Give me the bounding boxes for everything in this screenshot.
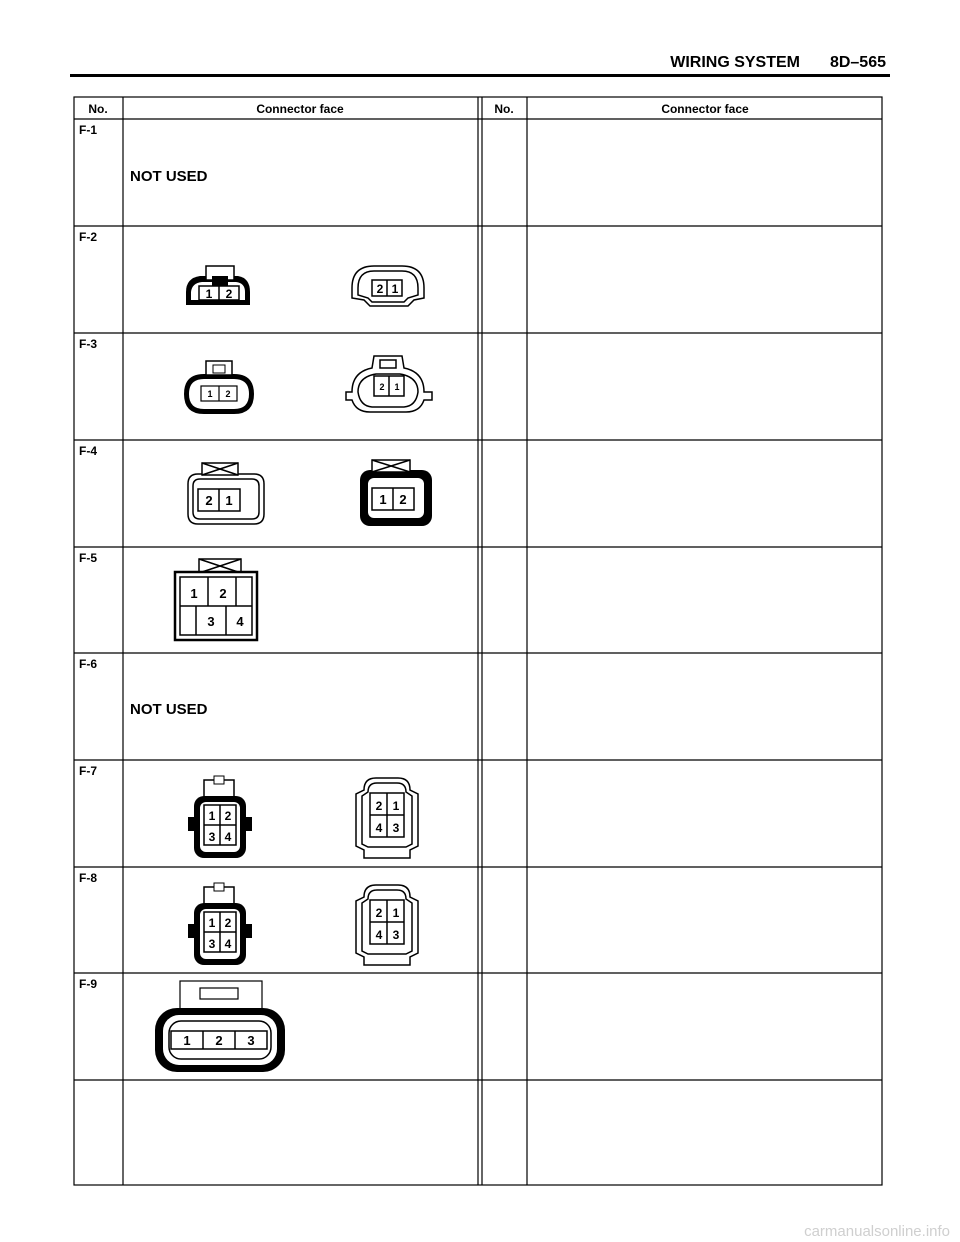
- pin-label: 1: [225, 493, 233, 508]
- pin-label: 1: [379, 492, 387, 507]
- connector-f3-male: [184, 361, 254, 414]
- pin-label: 4: [224, 830, 232, 844]
- connector-f2-male: [186, 266, 250, 305]
- header-no-2: No.: [494, 102, 514, 116]
- pin-label: 3: [392, 928, 400, 942]
- pin-label: 4: [375, 821, 383, 835]
- connector-f7-female: [356, 778, 418, 858]
- pin-label: 4: [224, 937, 232, 951]
- row-id: F-5: [79, 551, 97, 565]
- row-id: F-8: [79, 871, 97, 885]
- connector-f4-male: [360, 460, 432, 526]
- pin-label: 1: [391, 282, 399, 296]
- connector-f2-female: [352, 266, 424, 306]
- section-title: WIRING SYSTEM: [670, 54, 800, 71]
- pin-label: 2: [224, 809, 232, 823]
- pin-label: 2: [379, 382, 385, 392]
- pin-label: 1: [392, 799, 400, 813]
- pin-label: 1: [208, 916, 216, 930]
- row-id: F-1: [79, 123, 97, 137]
- connector-f8-male: [188, 883, 252, 965]
- pin-label: 3: [208, 937, 216, 951]
- pin-label: 4: [375, 928, 383, 942]
- pin-label: 3: [208, 830, 216, 844]
- pin-label: 1: [394, 382, 400, 392]
- pin-label: 1: [190, 586, 198, 601]
- row-id: F-7: [79, 764, 97, 778]
- row-id: F-6: [79, 657, 97, 671]
- pin-label: 1: [205, 287, 213, 301]
- connector-f7-male: [188, 776, 252, 858]
- pin-label: 2: [215, 1033, 223, 1048]
- pin-label: 1: [208, 809, 216, 823]
- pin-label: 2: [224, 916, 232, 930]
- pin-label: 2: [225, 287, 233, 301]
- watermark: carmanualsonline.info: [804, 1223, 950, 1240]
- pin-label: 3: [247, 1033, 255, 1048]
- pin-label: 2: [376, 282, 384, 296]
- page-number: 8D–565: [829, 54, 886, 71]
- pin-label: 2: [375, 799, 383, 813]
- row-id: F-3: [79, 337, 97, 351]
- header-connector-face-2: Connector face: [661, 102, 749, 116]
- row-id: F-9: [79, 977, 97, 991]
- pin-label: 2: [399, 492, 407, 507]
- pin-label: 1: [207, 389, 213, 399]
- connector-f8-female: [356, 885, 418, 965]
- header-connector-face: Connector face: [256, 102, 344, 116]
- pin-label: 1: [183, 1033, 191, 1048]
- pin-label: 2: [225, 389, 231, 399]
- pin-label: 2: [219, 586, 227, 601]
- connector-f4-female: [188, 463, 264, 524]
- pin-label: 4: [236, 614, 244, 629]
- connector-f3-female: [346, 356, 432, 412]
- connector-f5: [175, 559, 257, 640]
- row-id: F-2: [79, 230, 97, 244]
- pin-label: 1: [392, 906, 400, 920]
- pin-label: 2: [375, 906, 383, 920]
- not-used-note: NOT USED: [130, 701, 208, 718]
- connector-f9: [155, 981, 285, 1072]
- row-id: F-4: [79, 444, 97, 458]
- pin-label: 3: [207, 614, 215, 629]
- header-no: No.: [88, 102, 108, 116]
- pin-label: 2: [205, 493, 213, 508]
- pin-label: 3: [392, 821, 400, 835]
- not-used-note: NOT USED: [130, 168, 208, 185]
